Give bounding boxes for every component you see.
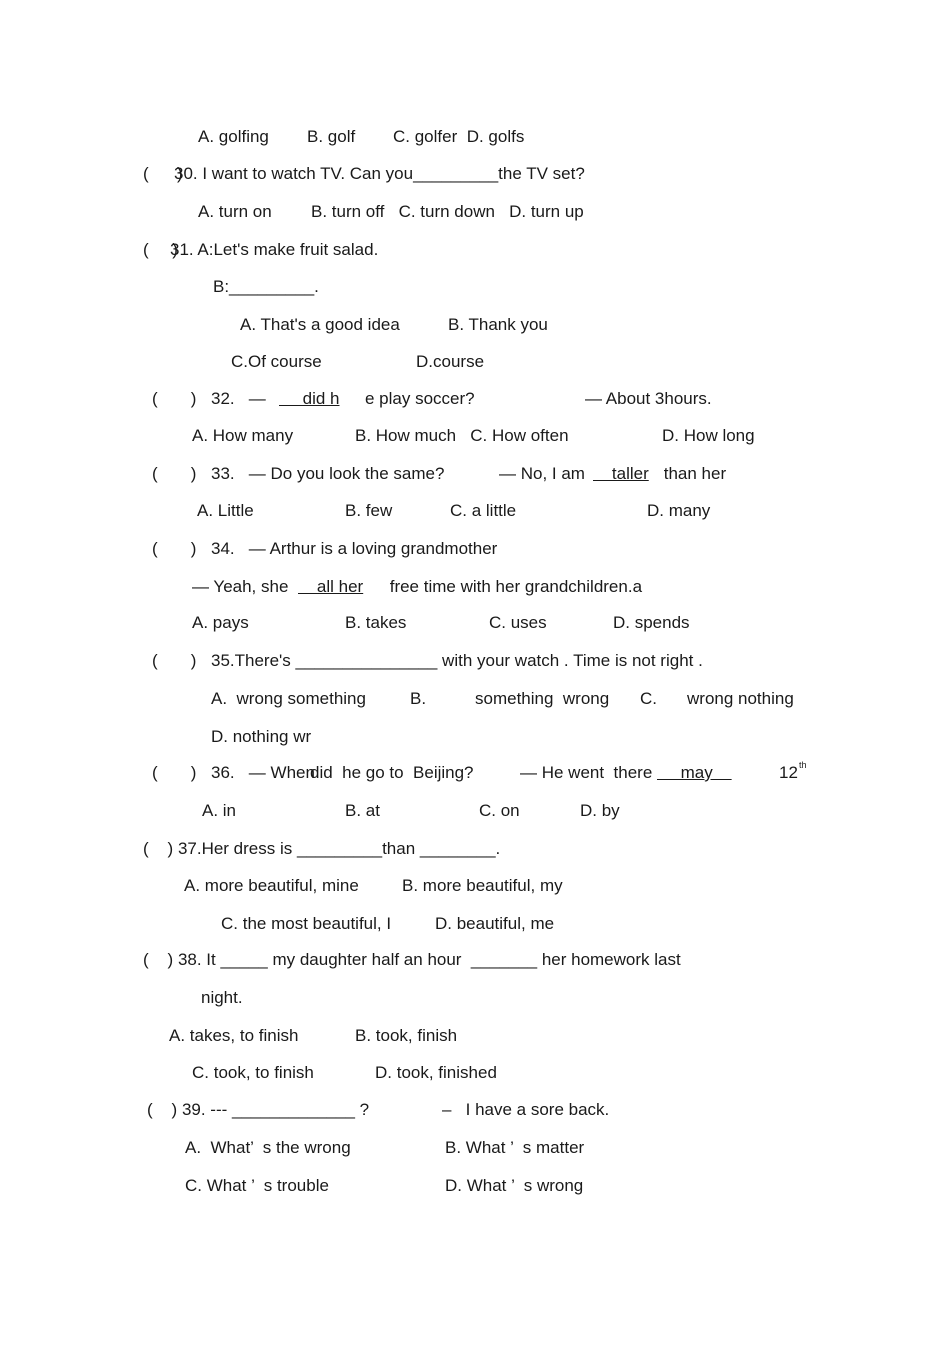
option-d: D. many (647, 501, 711, 520)
question-34-line2-rest: free time with her grandchildren.a (385, 577, 643, 596)
question-37: ( ) 37.Her dress is _________than ________. (143, 839, 501, 858)
option-d: D. spends (613, 613, 690, 632)
option-c: C. a little (450, 501, 517, 520)
option-c-d: C. golfer D. golfs (393, 127, 525, 146)
option-d: D. How long (662, 426, 755, 445)
option-c: C. the most beautiful, I (221, 914, 392, 933)
option-c: C. uses (489, 613, 547, 632)
option-c: wrong nothing (687, 689, 794, 708)
question-33: 33. — Do you look the same? (211, 464, 445, 483)
answer-parenthesis: ( ) (152, 389, 197, 408)
option-a: A. golfing (198, 127, 269, 146)
answer-parenthesis: ( ) (152, 539, 197, 558)
option-b: B. golf (307, 127, 356, 146)
question-36-number: 36. — When (211, 763, 315, 782)
question-39-answer: – I have a sore back. (442, 1100, 610, 1119)
answer-blank: taller (593, 464, 649, 483)
question-30: 30. I want to watch TV. Can you_________the TV set? (174, 164, 585, 183)
answer-parenthesis: ( ) (143, 164, 183, 183)
option-a: A. pays (192, 613, 249, 632)
question-33-rest: than her (659, 464, 727, 483)
option-a: A. wrong something (211, 689, 366, 708)
option-b: B. at (345, 801, 380, 820)
question-39: ( ) 39. --- _____________ ? (147, 1100, 370, 1119)
option-c: C. What ’ s trouble (185, 1176, 329, 1195)
option-a: A. in (202, 801, 237, 820)
option-d: D. What ’ s wrong (445, 1176, 584, 1195)
question-38-cont: night. (201, 988, 243, 1007)
answer-parenthesis: ( ) (152, 651, 197, 670)
option-b: B. took, finish (355, 1026, 458, 1045)
options-b-d: B. turn off C. turn down D. turn up (311, 202, 584, 221)
option-b: B. few (345, 501, 393, 520)
answer-parenthesis: ( ) (152, 464, 197, 483)
option-a: A. Little (197, 501, 254, 520)
ordinal-suffix: th (799, 760, 807, 770)
question-34: 34. — Arthur is a loving grandmother (211, 539, 498, 558)
option-d: D. by (580, 801, 620, 820)
date-number: 12 (779, 763, 798, 782)
answer-blank: did h (279, 389, 340, 408)
question-36-text: did he go to Beijing? (310, 763, 474, 782)
option-d: D. beautiful, me (435, 914, 555, 933)
option-b: B. takes (345, 613, 407, 632)
question-32-number: 32. — (211, 389, 266, 408)
option-d: D.course (416, 352, 485, 371)
option-a: A. That's a good idea (240, 315, 400, 334)
question-33-answer: — No, I am (499, 464, 585, 483)
option-b: something wrong (475, 689, 610, 708)
option-a: A. What’ s the wrong (185, 1138, 351, 1157)
option-a: A. How many (192, 426, 294, 445)
question-36-answer: — He went there (520, 763, 653, 782)
answer-blank: may (657, 763, 732, 782)
option-c: C.Of course (231, 352, 322, 371)
option-a: A. turn on (198, 202, 272, 221)
option-a: A. takes, to finish (169, 1026, 299, 1045)
option-b: B. Thank you (448, 315, 548, 334)
option-a: A. more beautiful, mine (184, 876, 359, 895)
question-32-answer: — About 3hours. (585, 389, 712, 408)
question-31-b: B:_________. (213, 277, 319, 296)
question-32-text: e play soccer? (365, 389, 475, 408)
answer-parenthesis: ( ) (143, 240, 178, 259)
option-c-label: C. (640, 689, 657, 708)
question-35: 35.There's _______________ with your watch . Time is not right . (211, 651, 703, 670)
question-31: 31. A:Let's make fruit salad. (170, 240, 379, 259)
answer-blank: all her (298, 577, 364, 596)
option-b: B. more beautiful, my (402, 876, 563, 895)
option-c: C. took, to finish (192, 1063, 314, 1082)
options-b-c: B. How much C. How often (355, 426, 569, 445)
option-d: D. took, finished (375, 1063, 497, 1082)
answer-parenthesis: ( ) (152, 763, 197, 782)
option-d: D. nothing wr (211, 727, 312, 746)
question-34-line2: — Yeah, she (192, 577, 294, 596)
option-c: C. on (479, 801, 520, 820)
question-38: ( ) 38. It _____ my daughter half an hour _______ her homework last (143, 950, 681, 969)
option-b-label: B. (410, 689, 427, 708)
option-b: B. What ’ s matter (445, 1138, 585, 1157)
